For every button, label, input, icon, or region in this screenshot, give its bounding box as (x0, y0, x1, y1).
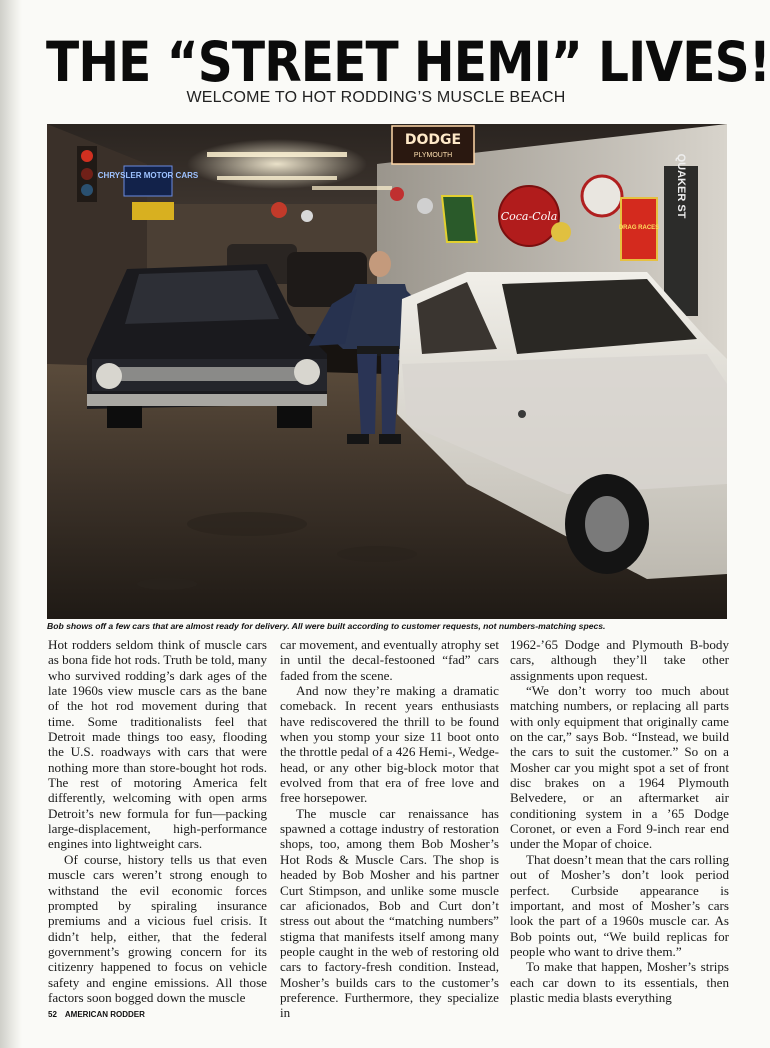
article-column-2 (280, 637, 499, 1021)
paragraph: car movement, and eventually atrophy set in until the decal-festooned “fad” cars faded from the scene. (280, 637, 499, 683)
dodge-sign: DODGE (404, 132, 462, 148)
folio (48, 1010, 153, 1019)
page-number: 52 (48, 1010, 57, 1019)
paragraph: And now they’re making a dramatic comeback. In recent years enthusiasts have rediscovered the thrill to be found when you stomp your size 11 boot onto the throttle pedal of a 426 Hemi-, Wedge-head, or any other big-block motor that evolved from that era of free love and free horsepower. (280, 683, 499, 806)
subhead: WELCOME TO HOT RODDING’S MUSCLE BEACH (186, 89, 566, 106)
article-column-3 (510, 637, 729, 1007)
garage-photo-illustration (47, 124, 727, 619)
paragraph: Of course, history tells us that even muscle cars weren’t strong enough to withstand the evil economic forces prompted by spiraling insurance premiums and a vicious fuel crisis. It didn’t help, either, that the federal government’s growing concern for its citizenry happened to focus on vehicle safety and engine emissions. All those factors soon bogged down the muscle (48, 851, 267, 1005)
paragraph: Hot rodders seldom think of muscle cars as bona fide hot rods. Truth be told, many who survived rodding’s dark ages of the late 1960s view muscle cars as the bane of the hot rod movement during that time. Some traditionalists feel that Detroit made things too easy, flooding the U.S. roadways with cars that were nothing more than store-bought hot rods. The rest of motoring America felt differently, welcoming with open arms Detroit’s new formula for fun—packing large-displacement, high-performance engines into lightweight cars. (48, 637, 267, 852)
drag-races-sign: DRAG RACES (618, 225, 660, 231)
photo-caption: Bob shows off a few cars that are almost ready for delivery. All were built according to customer requests, not numbers-matching specs. (47, 621, 606, 631)
paragraph: “We don’t worry too much about matching numbers, or replacing all parts with only equipment that originally came on the car,” says Bob. “Instead, we build the cars to suit the customer.” So on a Mosher car you might spot a set of front disc brakes on a 1964 Plymouth Belvedere, or an aftermarket air conditioning system in a ’65 Dodge Coronet, or even a Ford 9-inch rear end under the Mopar of choice. (510, 683, 729, 852)
page-gutter-shadow (0, 0, 22, 1048)
paragraph: 1962-’65 Dodge and Plymouth B-body cars, although they’ll take other assignments upon request. (510, 637, 729, 683)
paragraph: To make that happen, Mosher’s strips each car down to its essentials, then plastic media blasts everything (510, 959, 729, 1005)
dodge-sign-sub: PLYMOUTH (413, 152, 453, 159)
paragraph: The muscle car renaissance has spawned a cottage industry of restoration shops, too, among them Bob Mosher’s Hot Rods & Muscle Cars. The shop is headed by Bob Mosher and his partner Curt Stimpson, and unlike some muscle car aficionados, Bob and Curt don’t stress out about the “matching numbers” stigma that manifests itself among many people caught in the web of restoring old cars to factory-fresh condition. Instead, Mosher’s builds cars to the customer’s preference. Furthermore, they specialize in (280, 805, 499, 1021)
paragraph: That doesn’t mean that the cars rolling out of Mosher’s don’t look period perfect. Curbside appearance is important, and most of Mosher’s cars look the part of a 1960s muscle car. As Bob points out, “We build replicas for people who want to drive them.” (510, 851, 729, 959)
garage-photo (47, 124, 727, 619)
magazine-name: AMERICAN RODDER (64, 1010, 145, 1019)
headline: THE “STREET HEMI” LIVES! (46, 30, 770, 94)
quaker-sign: QUAKER ST (675, 153, 687, 219)
chrysler-sign: CHRYSLER MOTOR CARS (97, 171, 199, 180)
article-column-1 (48, 637, 267, 1007)
cocacola-sign: Coca-Cola (500, 210, 558, 223)
